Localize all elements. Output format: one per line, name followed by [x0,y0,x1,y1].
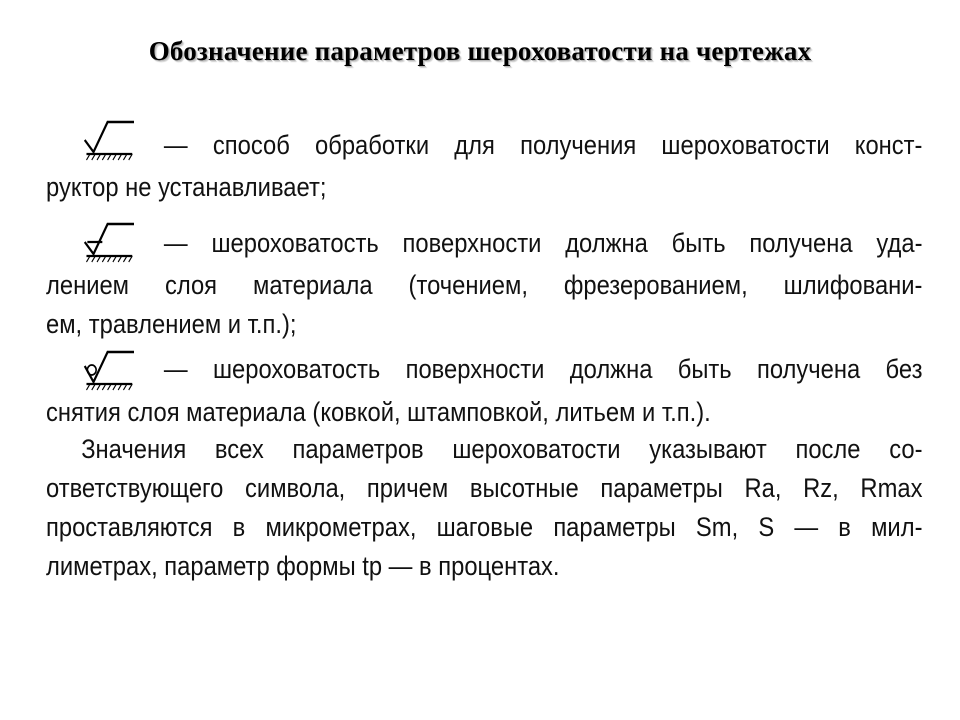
roughness-material-removal-icon [79,214,135,264]
roughness-basic-icon [79,112,135,162]
paragraph-line-4: лиметрах, параметр формы tp — в процентах. [46,551,560,581]
item-2-line-2: лением слоя материала (точением, фрезерованием, шлифовани- [46,270,923,300]
paragraph-line-3: проставляются в микрометрах, шаговые параметры Sm, S — в мил- [46,512,923,542]
page-title: Обозначение параметров шероховатости на чертежах [148,36,812,66]
item-3-line-2: снятия слоя материала (ковкой, штамповкой, литьем и т.п.). [46,397,711,427]
item-2-line-3: ем, травлением и т.п.); [46,309,297,339]
paragraph-line-1: Значения всех параметров шероховатости указывают после со- [81,434,923,464]
item-1-line-2: руктор не устанавливает; [46,172,327,202]
item-2-line-1: — шероховатость поверхности должна быть получена уда- [163,228,923,258]
item-1-line-1: — способ обработки для получения шероховатости конст- [163,130,923,160]
item-3-line-1: — шероховатость поверхности должна быть получена без [163,354,923,384]
roughness-no-removal-icon [79,342,135,392]
paragraph-line-2: ответствующего символа, причем высотные параметры Ra, Rz, Rmax [46,473,923,503]
